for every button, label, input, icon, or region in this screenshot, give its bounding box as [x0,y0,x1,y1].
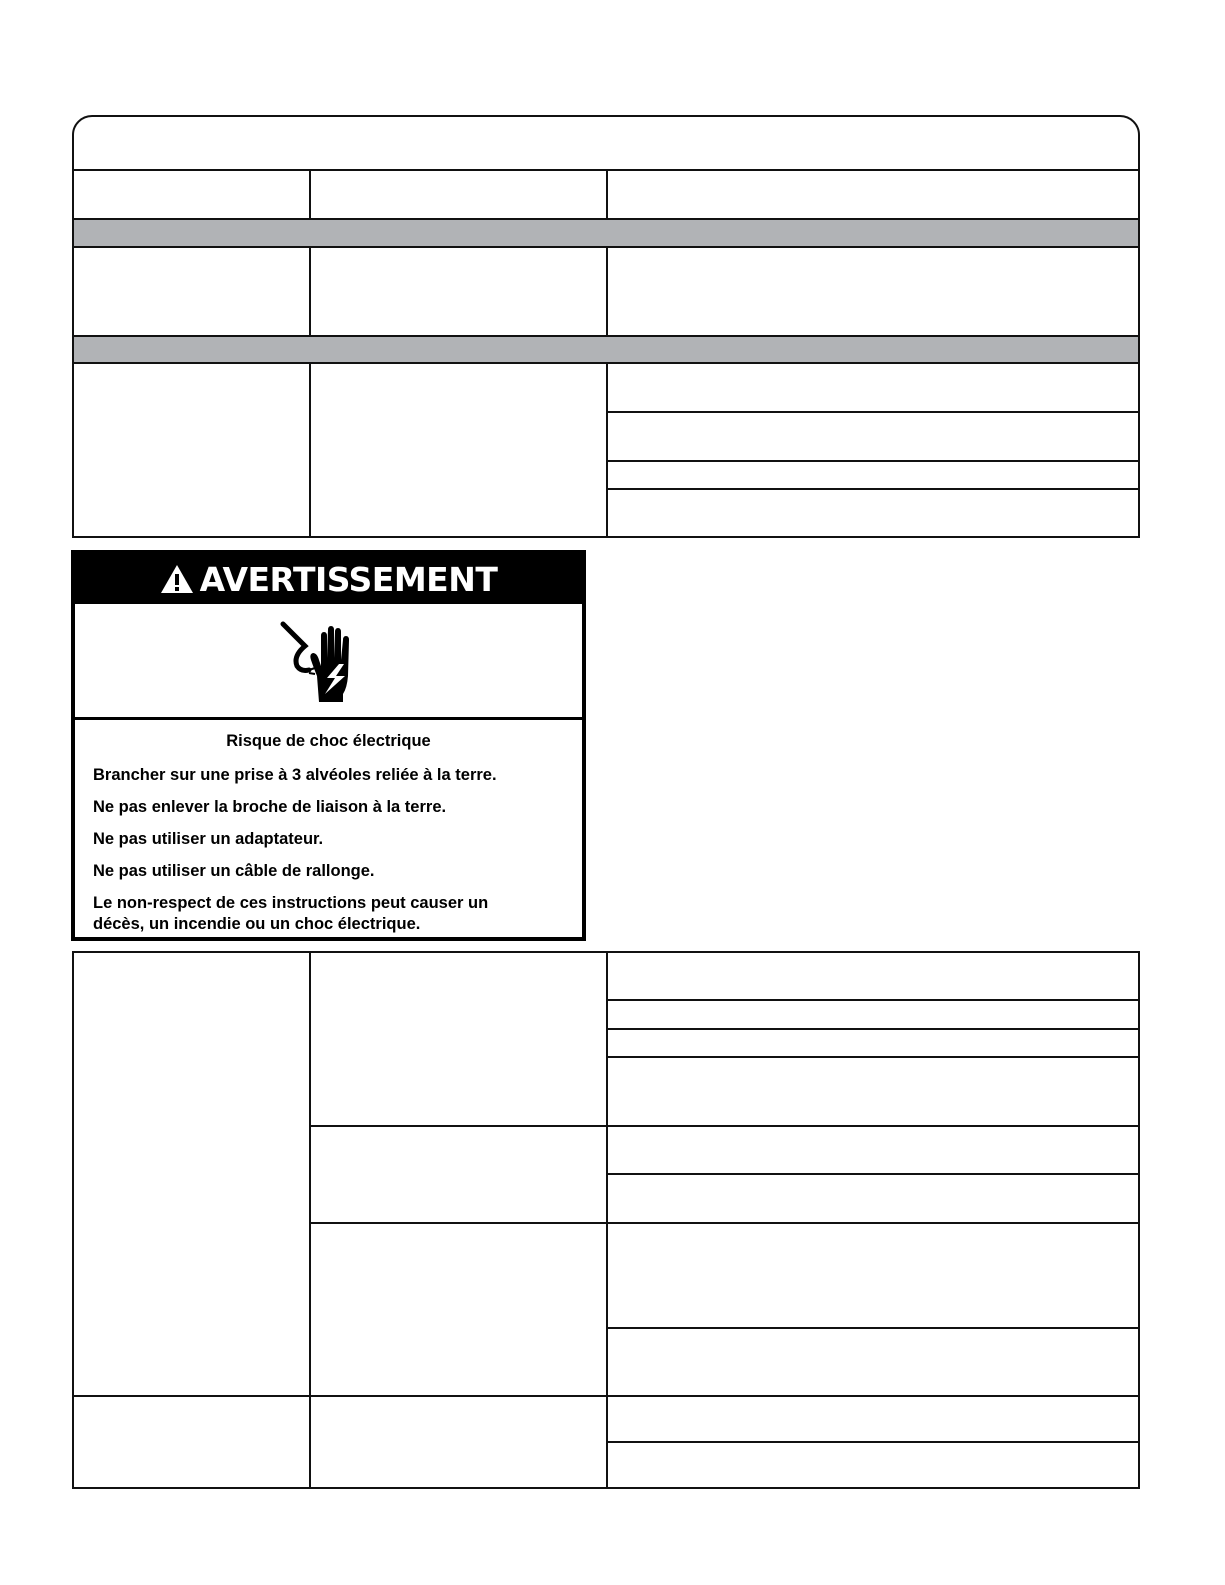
warning-text [75,720,582,935]
warning-header [75,554,582,604]
alert-triangle-icon [160,564,194,594]
col-divider-1-row1 [309,246,311,337]
subrow-line-4 [606,1173,1140,1175]
col-divider-2-header [606,169,608,220]
subrow-line-b [606,460,1140,462]
col-divider-2 [606,953,608,1489]
subrow-line-1 [606,999,1140,1001]
subrow-line-a [606,411,1140,413]
subrow-line-6 [606,1441,1140,1443]
warning-subtitle: Risque de choc électrique [226,732,431,750]
subrow-line-5 [606,1327,1140,1329]
col-divider-2-row1 [606,246,608,337]
group-line-2 [309,1222,1140,1224]
warning-consequence: Le non-respect de ces instructions peut causer un décès, un incendie ou un choc électrique. [93,894,489,933]
warning-symbol-panel [75,604,582,720]
section-band-2 [74,337,1138,362]
subrow-line-2 [606,1028,1140,1030]
electrical-shock-warning [71,550,586,941]
col-divider-1 [309,953,311,1489]
col-divider-2-row2 [606,362,608,538]
warning-line-ground-prong: Ne pas enlever la broche de liaison à la terre. [93,798,447,816]
troubleshooting-table-bottom [72,951,1140,1489]
warning-line-extension-cord: Ne pas utiliser un câble de rallonge. [93,862,375,880]
subrow-line-3 [606,1056,1140,1058]
subrow-line-c [606,488,1140,490]
group-line-1 [309,1125,1140,1127]
troubleshooting-table-top [72,115,1140,538]
warning-line-grounded-outlet: Brancher sur une prise à 3 alvéoles reliée à la terre. [93,766,497,784]
col-divider-1-row2 [309,362,311,538]
warning-title: AVERTISSEMENT [199,559,498,599]
row-line-full [74,1395,1138,1397]
section-band-1 [74,220,1138,246]
electrical-shock-hand-icon [273,616,365,708]
warning-line-adapter: Ne pas utiliser un adaptateur. [93,830,324,848]
col-divider-1-header [309,169,311,220]
